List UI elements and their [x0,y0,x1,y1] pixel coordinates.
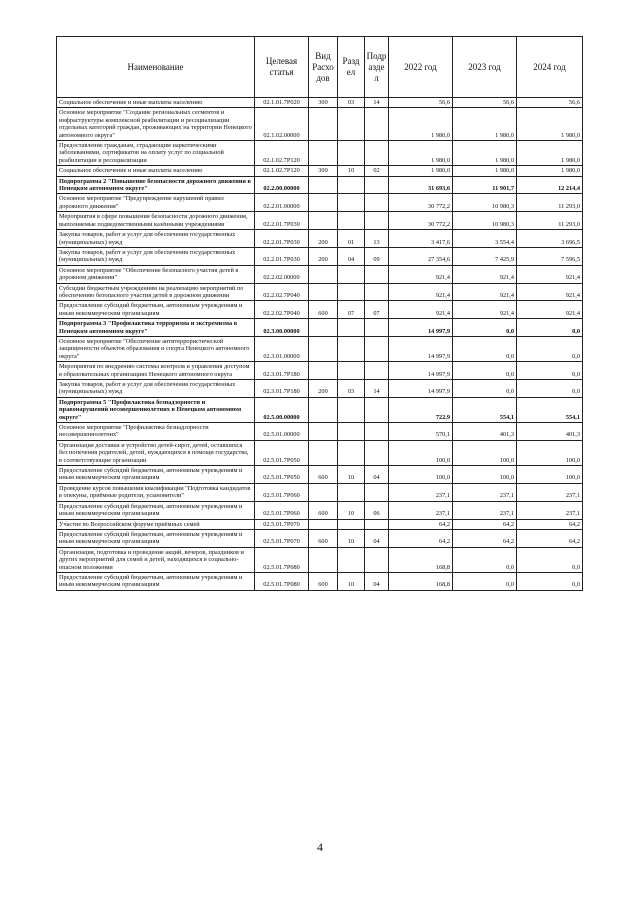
amount-2023-cell: 0,0 [453,547,517,572]
table-row [57,141,583,166]
target-article-cell: 02.2.00.00000 [255,176,309,194]
section-cell: 10 [338,529,365,547]
header-year-2022: 2022 год [389,37,453,98]
target-article-cell: 02.2.02.00000 [255,265,309,283]
amount-2022-cell: 64,2 [389,519,453,529]
row-name-cell: Мероприятия по внедрению системы контроля и управления доступом в образовательных организациях Ненецкого автономного округа [57,362,255,380]
section-cell [338,141,365,166]
expense-type-cell: 200 [309,380,338,398]
row-name-cell: Предоставление субсидий бюджетным, автономным учреждениям и иным некоммерческим организациям [57,529,255,547]
amount-2022-cell: 921,4 [389,283,453,301]
expense-type-cell [309,336,338,361]
amount-2022-cell: 1 980,0 [389,141,453,166]
row-name-cell: Закупка товаров, работ и услуг для обеспечения государственных (муниципальных) нужд [57,380,255,398]
amount-2022-cell: 56,6 [389,98,453,108]
subsection-cell [365,108,389,141]
section-cell [338,362,365,380]
row-name-cell: Подпрограмма 3 "Профилактика терроризма и экстремизма в Ненецком автономном округе" [57,319,255,337]
amount-2024-cell: 237,1 [517,483,583,501]
section-cell [338,440,365,465]
target-article-cell: 02.5.01.7Р080 [255,572,309,590]
amount-2023-cell: 1 980,0 [453,141,517,166]
header-target-article: Целевая статья [255,37,309,98]
amount-2024-cell: 0,0 [517,336,583,361]
expense-type-cell [309,397,338,422]
amount-2022-cell: 1 980,0 [389,166,453,176]
expense-type-cell: 600 [309,501,338,519]
amount-2022-cell: 64,2 [389,529,453,547]
target-article-cell: 02.5.01.7Р070 [255,519,309,529]
section-cell [338,397,365,422]
header-year-2024: 2024 год [517,37,583,98]
subsection-cell: 13 [365,230,389,248]
table-row [57,230,583,248]
amount-2023-cell: 401,3 [453,423,517,441]
header-section: Разд ел [338,37,365,98]
row-name-cell: Закупка товаров, работ и услуг для обеспечения государственных (муниципальных) нужд [57,247,255,265]
table-row [57,336,583,361]
amount-2023-cell: 0,0 [453,319,517,337]
amount-2022-cell: 570,1 [389,423,453,441]
expense-type-cell [309,108,338,141]
amount-2024-cell: 3 696,5 [517,230,583,248]
amount-2024-cell: 0,0 [517,572,583,590]
amount-2024-cell: 401,3 [517,423,583,441]
row-name-cell: Закупка товаров, работ и услуг для обеспечения государственных (муниципальных) нужд [57,230,255,248]
amount-2024-cell: 1 980,0 [517,108,583,141]
amount-2022-cell: 921,4 [389,301,453,319]
header-name: Наименование [57,37,255,98]
amount-2024-cell: 1 980,0 [517,141,583,166]
table-row [57,247,583,265]
subsection-cell [365,397,389,422]
expense-type-cell: 600 [309,466,338,484]
amount-2023-cell: 921,4 [453,283,517,301]
amount-2024-cell: 64,2 [517,529,583,547]
expense-type-cell [309,547,338,572]
row-name-cell: Основное мероприятие "Создание региональных сегментов и инфраструктуры комплексной реабилитации и ресоциализации отдельных категорий граждан, проживающих на территории Ненецкого автономного округа" [57,108,255,141]
amount-2023-cell: 0,0 [453,336,517,361]
amount-2023-cell: 64,2 [453,529,517,547]
target-article-cell: 02.5.01.7Р070 [255,529,309,547]
amount-2024-cell: 11 293,0 [517,212,583,230]
amount-2023-cell: 56,6 [453,98,517,108]
subsection-cell: 06 [365,501,389,519]
target-article-cell: 02.5.01.7Р050 [255,466,309,484]
amount-2023-cell: 1 980,0 [453,166,517,176]
amount-2024-cell: 921,4 [517,301,583,319]
section-cell: 03 [338,98,365,108]
section-cell: 10 [338,572,365,590]
section-cell [338,336,365,361]
section-cell [338,212,365,230]
amount-2024-cell: 100,0 [517,466,583,484]
row-name-cell: Предоставление гражданам, страдающим наркотическими заболеваниями, сертификатов на оплату услуг по социальной реабилитации и ресоциализации [57,141,255,166]
row-name-cell: Проведение курсов повышения квалификации "Подготовка кандидатов в опекуны, приёмные родители, усыновители" [57,483,255,501]
section-cell [338,423,365,441]
row-name-cell: Основное мероприятие "Профилактика безнадзорности несовершеннолетних" [57,423,255,441]
expense-type-cell [309,362,338,380]
amount-2023-cell: 237,1 [453,501,517,519]
section-cell [338,319,365,337]
table-row [57,194,583,212]
table-row [57,283,583,301]
target-article-cell: 02.5.01.7Р080 [255,547,309,572]
subsection-cell: 14 [365,380,389,398]
expense-type-cell [309,212,338,230]
amount-2023-cell: 100,0 [453,466,517,484]
amount-2023-cell: 0,0 [453,572,517,590]
amount-2024-cell: 0,0 [517,547,583,572]
subsection-cell [365,440,389,465]
section-cell [338,547,365,572]
section-cell [338,519,365,529]
amount-2023-cell: 3 554,4 [453,230,517,248]
amount-2022-cell: 1 980,0 [389,108,453,141]
target-article-cell: 02.3.01.00000 [255,336,309,361]
subprogram-row [57,319,583,337]
row-name-cell: Предоставление субсидий бюджетным, автономным учреждениям и иным некоммерческим организациям [57,572,255,590]
row-name-cell: Социальное обеспечение и иные выплаты населению [57,166,255,176]
amount-2023-cell: 11 901,7 [453,176,517,194]
target-article-cell: 02.5.01.7Р050 [255,440,309,465]
header-expense-type: Вид Расхо дов [309,37,338,98]
row-name-cell: Участие во Всероссийском форуме приёмных семей [57,519,255,529]
amount-2022-cell: 14 997,9 [389,336,453,361]
amount-2022-cell: 921,4 [389,265,453,283]
expense-type-cell [309,440,338,465]
subsection-cell [365,423,389,441]
amount-2022-cell: 30 772,2 [389,212,453,230]
amount-2024-cell: 11 293,0 [517,194,583,212]
row-name-cell: Социальное обеспечение и иные выплаты населению [57,98,255,108]
section-cell [338,108,365,141]
subsection-cell [365,194,389,212]
amount-2023-cell: 0,0 [453,362,517,380]
row-name-cell: Предоставление субсидий бюджетным, автономным учреждениям и иным некоммерческим организациям [57,501,255,519]
table-row [57,362,583,380]
subsection-cell [365,547,389,572]
table-row [57,423,583,441]
table-row [57,547,583,572]
expense-type-cell [309,176,338,194]
target-article-cell: 02.2.01.7Р030 [255,247,309,265]
table-row [57,529,583,547]
expense-type-cell [309,141,338,166]
page-number: 4 [317,840,323,854]
subsection-cell [365,283,389,301]
budget-table [56,36,583,591]
row-name-cell: Основное мероприятие "Обеспечение безопасного участия детей в дорожном движении" [57,265,255,283]
row-name-cell: Предоставление субсидий бюджетным, автономным учреждениям и иным некоммерческим организациям [57,301,255,319]
amount-2023-cell: 237,1 [453,483,517,501]
amount-2022-cell: 14 997,9 [389,319,453,337]
amount-2022-cell: 3 417,6 [389,230,453,248]
table-header-row [57,37,583,98]
subprogram-row [57,176,583,194]
expense-type-cell: 600 [309,572,338,590]
row-name-cell: Основное мероприятие "Предупреждение нарушений правил дорожного движения" [57,194,255,212]
table-row [57,380,583,398]
section-cell [338,283,365,301]
amount-2024-cell: 56,6 [517,98,583,108]
section-cell [338,265,365,283]
amount-2023-cell: 921,4 [453,265,517,283]
table-row [57,519,583,529]
amount-2024-cell: 7 596,5 [517,247,583,265]
target-article-cell: 02.5.01.00000 [255,423,309,441]
expense-type-cell [309,319,338,337]
row-name-cell: Основное мероприятие "Обеспечение антитеррористической защищенности объектов образования и спорта Ненецкого автономного округа" [57,336,255,361]
expense-type-cell: 300 [309,98,338,108]
section-cell: 04 [338,247,365,265]
target-article-cell: 02.1.02.7Р120 [255,141,309,166]
amount-2023-cell: 100,0 [453,440,517,465]
subsection-cell [365,319,389,337]
row-name-cell: Подпрограмма 2 "Повышение безопасности дорожного движения в Ненецком автономном округе" [57,176,255,194]
amount-2022-cell: 30 772,2 [389,194,453,212]
target-article-cell: 02.1.01.7Р020 [255,98,309,108]
table-row [57,301,583,319]
subsection-cell: 09 [365,247,389,265]
subsection-cell [365,265,389,283]
target-article-cell: 02.3.00.00000 [255,319,309,337]
amount-2024-cell: 554,1 [517,397,583,422]
table-row [57,166,583,176]
table-row [57,440,583,465]
section-cell: 01 [338,230,365,248]
section-cell: 10 [338,501,365,519]
amount-2023-cell: 921,4 [453,301,517,319]
subsection-cell: 04 [365,466,389,484]
subprogram-row [57,397,583,422]
table-row [57,98,583,108]
subsection-cell [365,141,389,166]
target-article-cell: 02.2.01.7Р030 [255,230,309,248]
section-cell: 07 [338,301,365,319]
table-row [57,265,583,283]
target-article-cell: 02.5.01.7Р060 [255,483,309,501]
target-article-cell: 02.2.01.7Р030 [255,212,309,230]
amount-2024-cell: 0,0 [517,319,583,337]
section-cell [338,176,365,194]
table-row [57,108,583,141]
section-cell [338,194,365,212]
table-row [57,466,583,484]
subsection-cell [365,176,389,194]
amount-2024-cell: 0,0 [517,362,583,380]
table-row [57,212,583,230]
target-article-cell: 02.2.02.7Р040 [255,283,309,301]
amount-2022-cell: 168,8 [389,572,453,590]
amount-2023-cell: 554,1 [453,397,517,422]
row-name-cell: Организация, подготовка и проведение акций, вечеров, праздников и других мероприятий для семей и детей, находящихся в социально-опасном положении [57,547,255,572]
amount-2023-cell: 10 980,3 [453,212,517,230]
amount-2022-cell: 100,0 [389,440,453,465]
amount-2024-cell: 1 980,0 [517,166,583,176]
section-cell: 03 [338,380,365,398]
target-article-cell: 02.5.01.7Р060 [255,501,309,519]
amount-2022-cell: 237,1 [389,501,453,519]
target-article-cell: 02.3.01.7Р180 [255,380,309,398]
amount-2024-cell: 237,1 [517,501,583,519]
subsection-cell: 04 [365,529,389,547]
amount-2024-cell: 921,4 [517,283,583,301]
target-article-cell: 02.2.01.00000 [255,194,309,212]
amount-2022-cell: 237,1 [389,483,453,501]
expense-type-cell [309,265,338,283]
expense-type-cell [309,423,338,441]
subsection-cell: 07 [365,301,389,319]
subsection-cell: 14 [365,98,389,108]
expense-type-cell: 600 [309,529,338,547]
subsection-cell [365,336,389,361]
subsection-cell [365,212,389,230]
subsection-cell: 02 [365,166,389,176]
table-row [57,483,583,501]
amount-2022-cell: 27 354,6 [389,247,453,265]
table-row [57,572,583,590]
amount-2024-cell: 0,0 [517,380,583,398]
expense-type-cell [309,483,338,501]
header-subsection: Подр азде л [365,37,389,98]
amount-2022-cell: 14 997,9 [389,380,453,398]
subsection-cell: 04 [365,572,389,590]
amount-2022-cell: 722,9 [389,397,453,422]
row-name-cell: Предоставление субсидий бюджетным, автономным учреждениям и иным некоммерческим организациям [57,466,255,484]
subsection-cell [365,483,389,501]
amount-2024-cell: 64,2 [517,519,583,529]
target-article-cell: 02.1.02.00000 [255,108,309,141]
amount-2023-cell: 10 980,3 [453,194,517,212]
target-article-cell: 02.2.02.7Р040 [255,301,309,319]
expense-type-cell [309,519,338,529]
table-row [57,501,583,519]
section-cell: 10 [338,166,365,176]
row-name-cell: Мероприятия в сфере повышения безопасности дорожного движения, выполняемые подведомственными казёнными учреждениями [57,212,255,230]
amount-2022-cell: 14 997,9 [389,362,453,380]
amount-2022-cell: 31 693,6 [389,176,453,194]
amount-2024-cell: 921,4 [517,265,583,283]
target-article-cell: 02.3.01.7Р180 [255,362,309,380]
expense-type-cell: 600 [309,301,338,319]
subsection-cell [365,519,389,529]
expense-type-cell [309,283,338,301]
amount-2023-cell: 1 980,0 [453,108,517,141]
expense-type-cell: 200 [309,247,338,265]
section-cell [338,483,365,501]
subsection-cell [365,362,389,380]
expense-type-cell [309,194,338,212]
row-name-cell: Субсидии бюджетным учреждениям на реализацию мероприятий по обеспечению безопасного участия детей в дорожном движении [57,283,255,301]
row-name-cell: Организация доставки и устройство детей-сирот, детей, оставшихся без попечения родителей, детей, нуждающихся в помощи государства, в соответствующие организации [57,440,255,465]
amount-2024-cell: 12 214,4 [517,176,583,194]
amount-2023-cell: 7 425,9 [453,247,517,265]
header-year-2023: 2023 год [453,37,517,98]
amount-2024-cell: 100,0 [517,440,583,465]
target-article-cell: 02.5.00.00000 [255,397,309,422]
amount-2022-cell: 168,8 [389,547,453,572]
expense-type-cell: 200 [309,230,338,248]
row-name-cell: Подпрограмма 5 "Профилактика безнадзорности и правонарушений несовершеннолетних в Ненецком автономном округе" [57,397,255,422]
section-cell: 10 [338,466,365,484]
expense-type-cell: 300 [309,166,338,176]
target-article-cell: 02.1.02.7Р120 [255,166,309,176]
amount-2023-cell: 0,0 [453,380,517,398]
amount-2023-cell: 64,2 [453,519,517,529]
amount-2022-cell: 100,0 [389,466,453,484]
